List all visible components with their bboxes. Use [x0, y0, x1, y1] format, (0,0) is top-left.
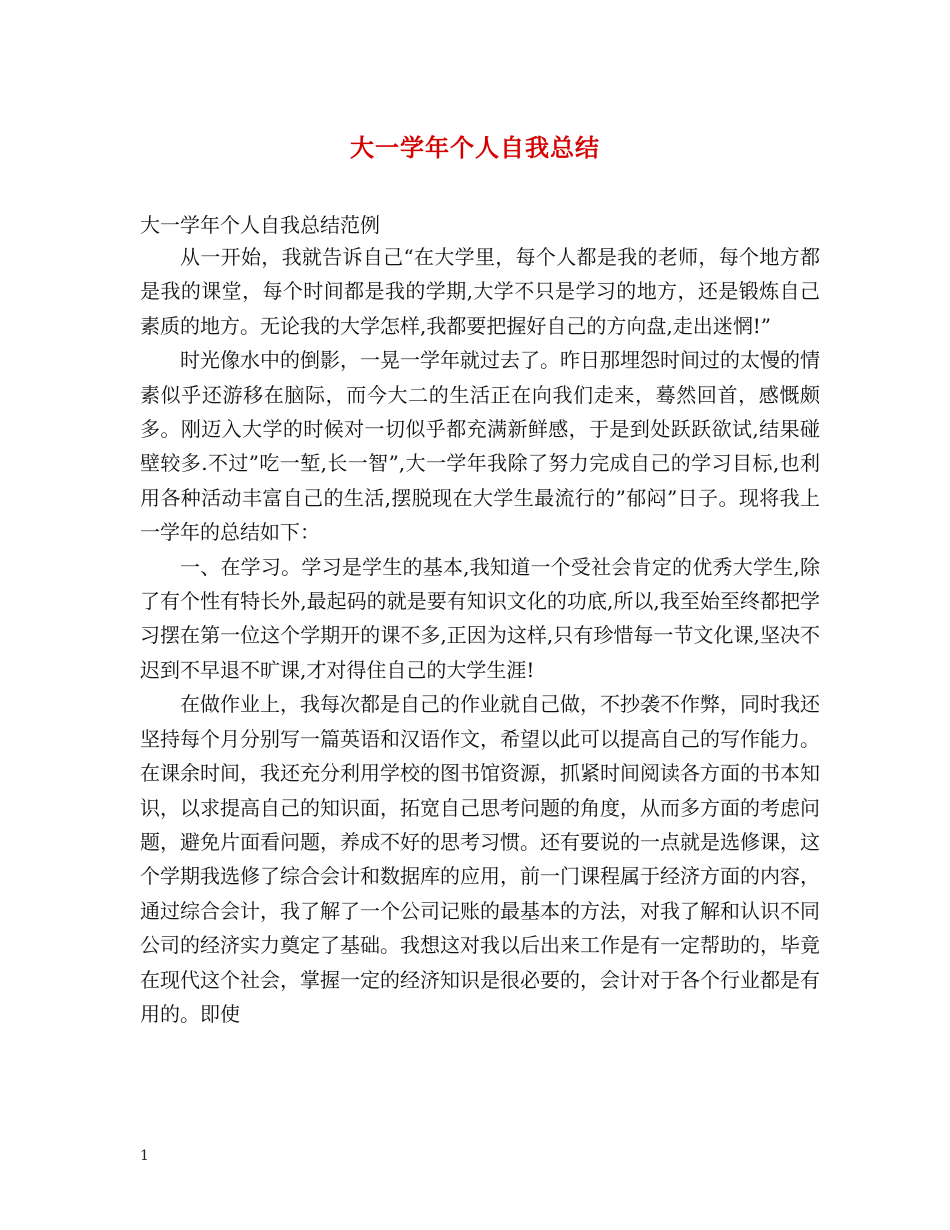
- paragraph: 时光像水中的倒影，一晃一学年就过去了。昨日那埋怨时间过的太慢的情素似乎还游移在脑际，而今大二的生活正在向我们走来，蓦然回首，感慨颇多。刚迈入大学的时候对一切似乎都充满新鲜感，于是到处跃跃欲试,结果碰壁较多.不过”吃一堑,长一智”,大一学年我除了努力完成自己的学习目标,也利用各种活动丰富自己的生活,摆脱现在大学生最流行的”郁闷”日子。现将我上一学年的总结如下：: [140, 348, 820, 545]
- document-body: [140, 240, 820, 1031]
- document-subtitle: 大一学年个人自我总结范例: [140, 213, 380, 237]
- paragraph: 一、在学习。学习是学生的基本,我知道一个受社会肯定的优秀大学生,除了有个性有特长外,最起码的就是要有知识文化的功底,所以,我至始至终都把学习摆在第一位这个学期开的课不多,正因为这样,只有珍惜每一节文化课,坚决不迟到不早退不旷课,才对得住自己的大学生涯!: [140, 554, 820, 682]
- page-number: 1: [140, 1148, 149, 1164]
- document-title: 大一学年个人自我总结: [350, 133, 600, 162]
- paragraph: 在做作业上，我每次都是自己的作业就自己做，不抄袭不作弊，同时我还坚持每个月分别写一篇英语和汉语作文，希望以此可以提高自己的写作能力。在课余时间，我还充分利用学校的图书馆资源，抓紧时间阅读各方面的书本知识，以求提高自己的知识面，拓宽自己思考问题的角度，从而多方面的考虑问题，避免片面看问题，养成不好的思考习惯。还有要说的一点就是选修课，这个学期我选修了综合会计和数据库的应用，前一门课程属于经济方面的内容，通过综合会计，我了解了一个公司记账的最基本的方法，对我了解和认识不同公司的经济实力奠定了基础。我想这对我以后出来工作是有一定帮助的，毕竟在现代这个社会，掌握一定的经济知识是很必要的，会计对于各个行业都是有用的。即使: [140, 692, 820, 1026]
- paragraph: 从一开始，我就告诉自己“在大学里，每个人都是我的老师，每个地方都是我的课堂，每个时间都是我的学期,大学不只是学习的地方，还是锻炼自己素质的地方。无论我的大学怎样,我都要把握好自己的方向盘,走出迷惘!”: [140, 245, 820, 338]
